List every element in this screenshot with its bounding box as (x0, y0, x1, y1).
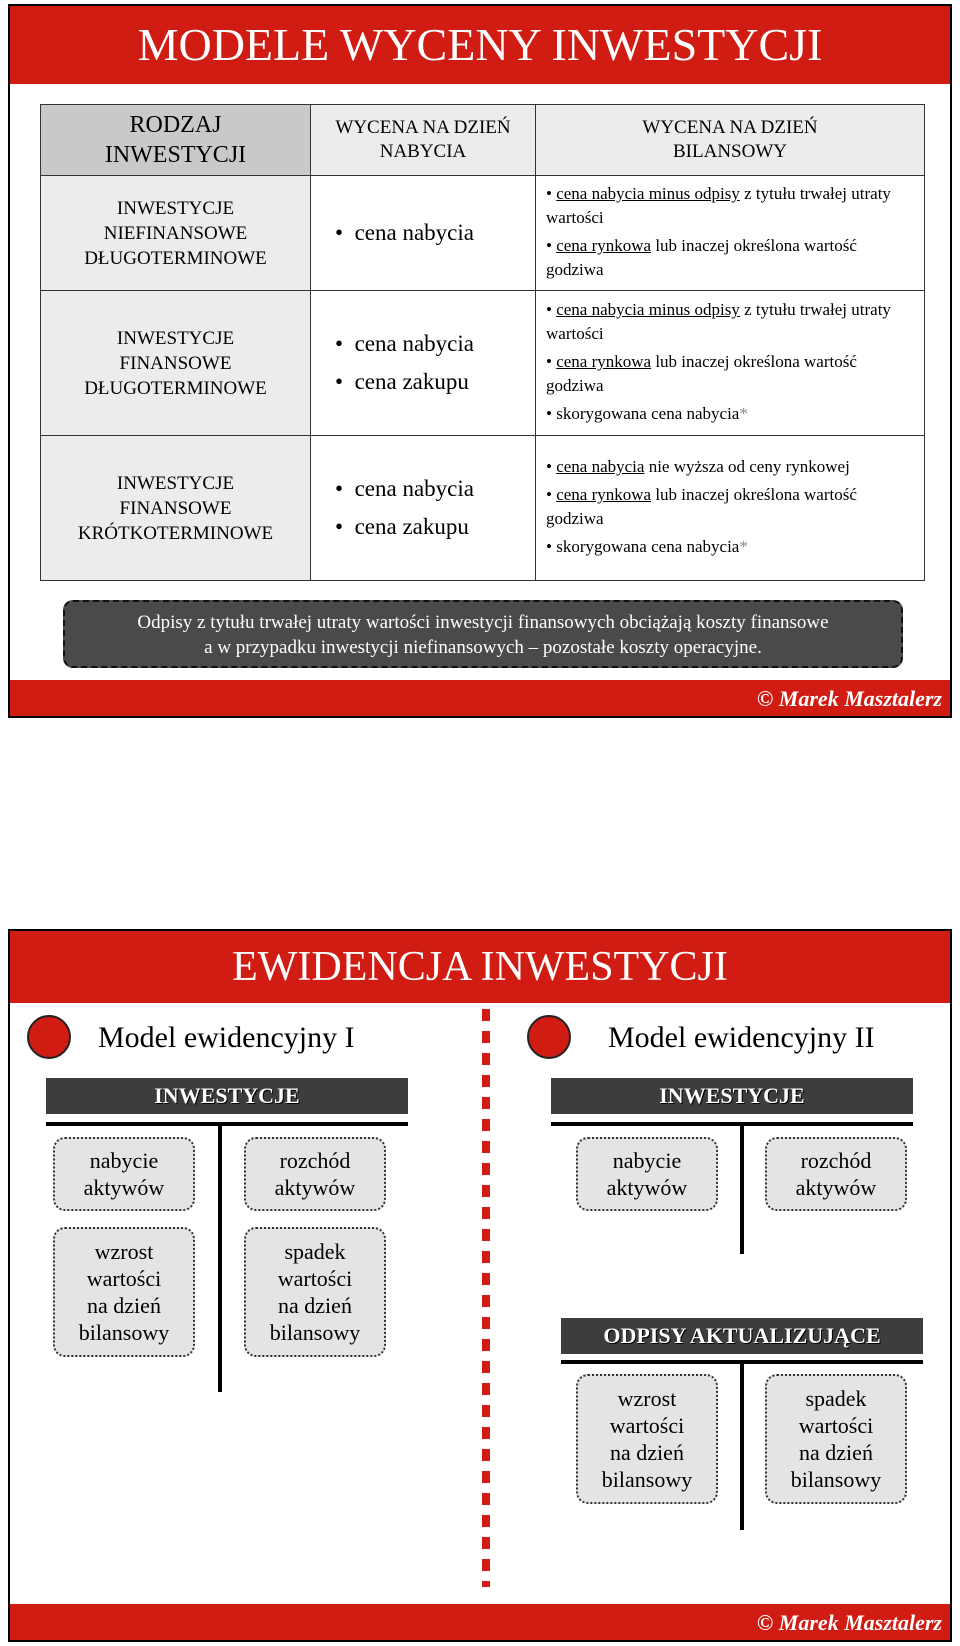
debit-value-increase-box: wzrost wartości na dzień bilansowy (53, 1227, 195, 1357)
slide-title: EWIDENCJA INWESTYCJI (10, 931, 950, 1003)
balance-cell: • cena nabycia minus odpisy z tytułu trwałej utraty wartości • cena rynkowa lub inaczej określona wartość godziwa (536, 176, 925, 291)
footer-copyright: © Marek Masztalerz (10, 1604, 950, 1642)
t-account-top-line (46, 1122, 408, 1126)
credit-value-decrease-box: spadek wartości na dzień bilansowy (765, 1374, 907, 1504)
valuation-table (40, 104, 925, 581)
slide-title: MODELE WYCENY INWESTYCJI (10, 6, 950, 84)
table-row (41, 436, 925, 581)
footer-copyright: © Marek Masztalerz (10, 680, 950, 718)
bullet-dot-icon (527, 1015, 571, 1059)
impairment-note (63, 600, 903, 668)
debit-value-increase-box: wzrost wartości na dzień bilansowy (576, 1374, 718, 1504)
investment-type-cell: INWESTYCJE FINANSOWE DŁUGOTERMINOWE (41, 291, 311, 436)
t-account-center-line (740, 1122, 744, 1254)
credit-disposal-box: rozchód aktywów (765, 1137, 907, 1211)
credit-value-decrease-box: spadek wartości na dzień bilansowy (244, 1227, 386, 1357)
slide-investment-accounting (8, 929, 952, 1642)
slide-valuation-models (8, 4, 952, 718)
model-2-title: Model ewidencyjny II (608, 1021, 875, 1054)
investment-type-cell: INWESTYCJE FINANSOWE KRÓTKOTERMINOWE (41, 436, 311, 581)
balance-cell: • cena nabycia nie wyższa od ceny rynkowej • cena rynkowa lub inaczej określona wartość godziwa • skorygowana cena nabycia* (536, 436, 925, 581)
account-header-investments: INWESTYCJE (551, 1078, 913, 1114)
credit-disposal-box: rozchód aktywów (244, 1137, 386, 1211)
header-acquisition-valuation: WYCENA NA DZIEŃ NABYCIA (311, 105, 536, 176)
note-line: a w przypadku inwestycji niefinansowych – pozostałe koszty operacyjne. (204, 637, 762, 658)
table-header-row (41, 105, 925, 176)
model-1-title: Model ewidencyjny I (98, 1021, 355, 1054)
account-header-impairments: ODPISY AKTUALIZUJĄCE (561, 1318, 923, 1354)
bullet-dot-icon (27, 1015, 71, 1059)
t-account-center-line (218, 1122, 222, 1392)
account-header-investments: INWESTYCJE (46, 1078, 408, 1114)
t-account-center-line (740, 1360, 744, 1530)
header-investment-type: RODZAJ INWESTYCJI (41, 105, 311, 176)
acquisition-cell: • cena nabycia (311, 176, 536, 291)
debit-acquisition-box: nabycie aktywów (576, 1137, 718, 1211)
table-row (41, 291, 925, 436)
debit-acquisition-box: nabycie aktywów (53, 1137, 195, 1211)
t-account-top-line (551, 1122, 913, 1126)
note-line: Odpisy z tytułu trwałej utraty wartości inwestycji finansowych obciążają koszty finansowe (137, 612, 829, 633)
acquisition-cell: • cena nabycia • cena zakupu (311, 436, 536, 581)
acquisition-cell: • cena nabycia • cena zakupu (311, 291, 536, 436)
header-balance-valuation: WYCENA NA DZIEŃ BILANSOWY (536, 105, 925, 176)
table-row (41, 176, 925, 291)
dashed-divider (482, 1009, 490, 1587)
balance-cell: • cena nabycia minus odpisy z tytułu trwałej utraty wartości • cena rynkowa lub inaczej określona wartość godziwa • skorygowana cena nabycia* (536, 291, 925, 436)
investment-type-cell: INWESTYCJE NIEFINANSOWE DŁUGOTERMINOWE (41, 176, 311, 291)
